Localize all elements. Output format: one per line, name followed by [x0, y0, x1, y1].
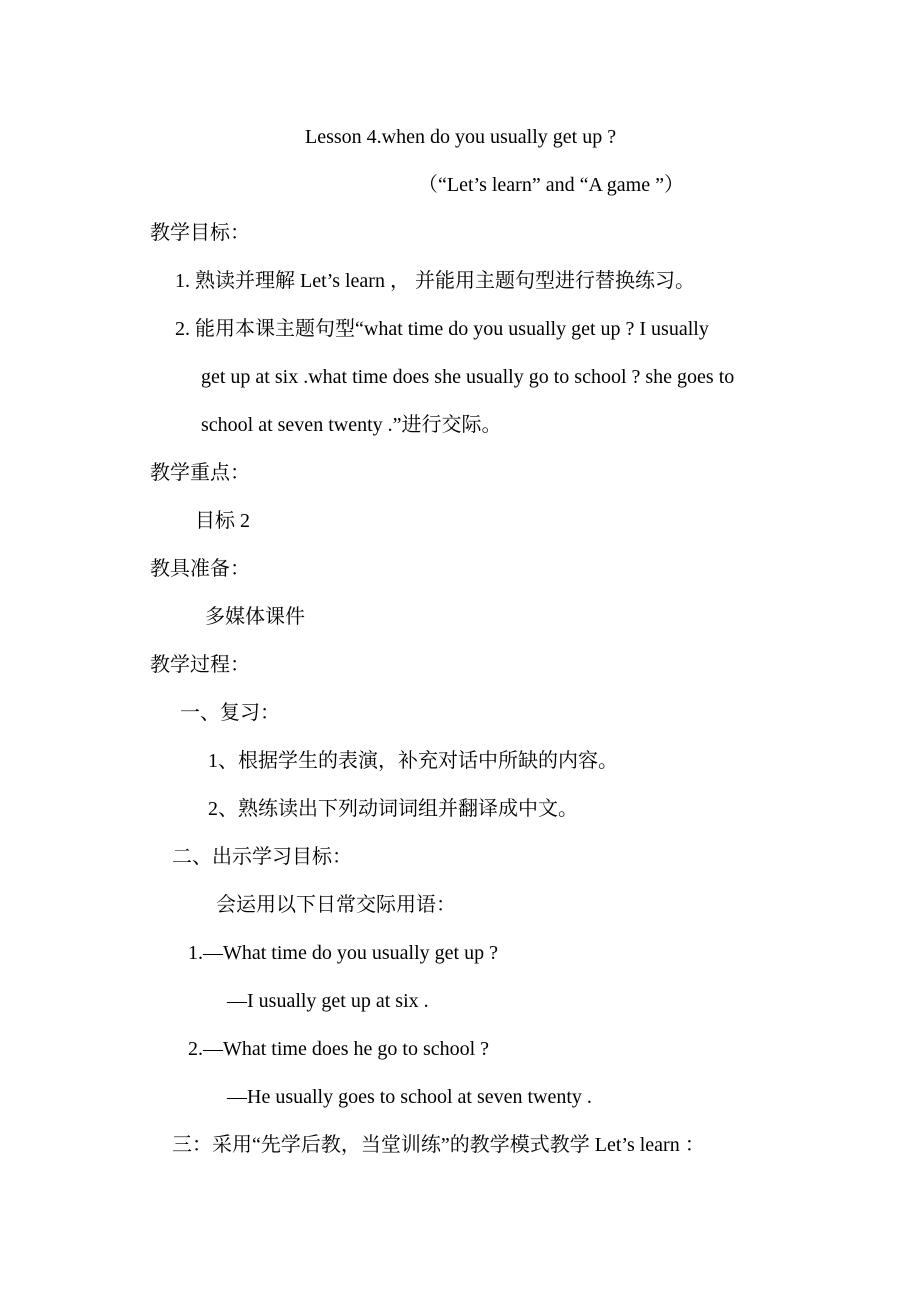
objective-item: 2. 能用本课主题句型“what time do you usually get up ? I usually — [175, 318, 709, 340]
goals-heading: 二、出示学习目标： — [172, 846, 352, 868]
dialogue-line: 1.—What time do you usually get up ? — [188, 942, 498, 964]
process-heading: 教学过程： — [150, 654, 250, 676]
review-heading: 一、复习： — [180, 702, 280, 724]
goals-intro: 会运用以下日常交际用语： — [216, 894, 456, 916]
method-line: 三：采用“先学后教，当堂训练”的教学模式教学 Let’s learn ： — [172, 1134, 705, 1156]
review-item: 2、熟练读出下列动词词组并翻译成中文。 — [208, 798, 578, 820]
materials-heading: 教具准备： — [150, 558, 250, 580]
review-item: 1、根据学生的表演，补充对话中所缺的内容。 — [208, 750, 618, 772]
objective-item-continued: school at seven twenty .”进行交际。 — [201, 414, 502, 436]
document-subtitle: （“Let’s learn” and “A game ”） — [418, 174, 684, 196]
objective-item: 1. 熟读并理解 Let’s learn ， 并能用主题句型进行替换练习。 — [175, 270, 695, 292]
objectives-heading: 教学目标： — [150, 222, 250, 244]
dialogue-line: —He usually goes to school at seven twenty . — [227, 1086, 592, 1108]
dialogue-line: 2.—What time does he go to school ? — [188, 1038, 490, 1060]
objective-item-continued: get up at six .what time does she usually go to school ? she goes to — [201, 366, 735, 388]
key-points-content: 目标 2 — [195, 510, 250, 532]
materials-content: 多媒体课件 — [205, 606, 305, 628]
dialogue-line: —I usually get up at six . — [227, 990, 429, 1012]
document-title: Lesson 4.when do you usually get up ? — [305, 126, 617, 148]
key-points-heading: 教学重点： — [150, 462, 250, 484]
